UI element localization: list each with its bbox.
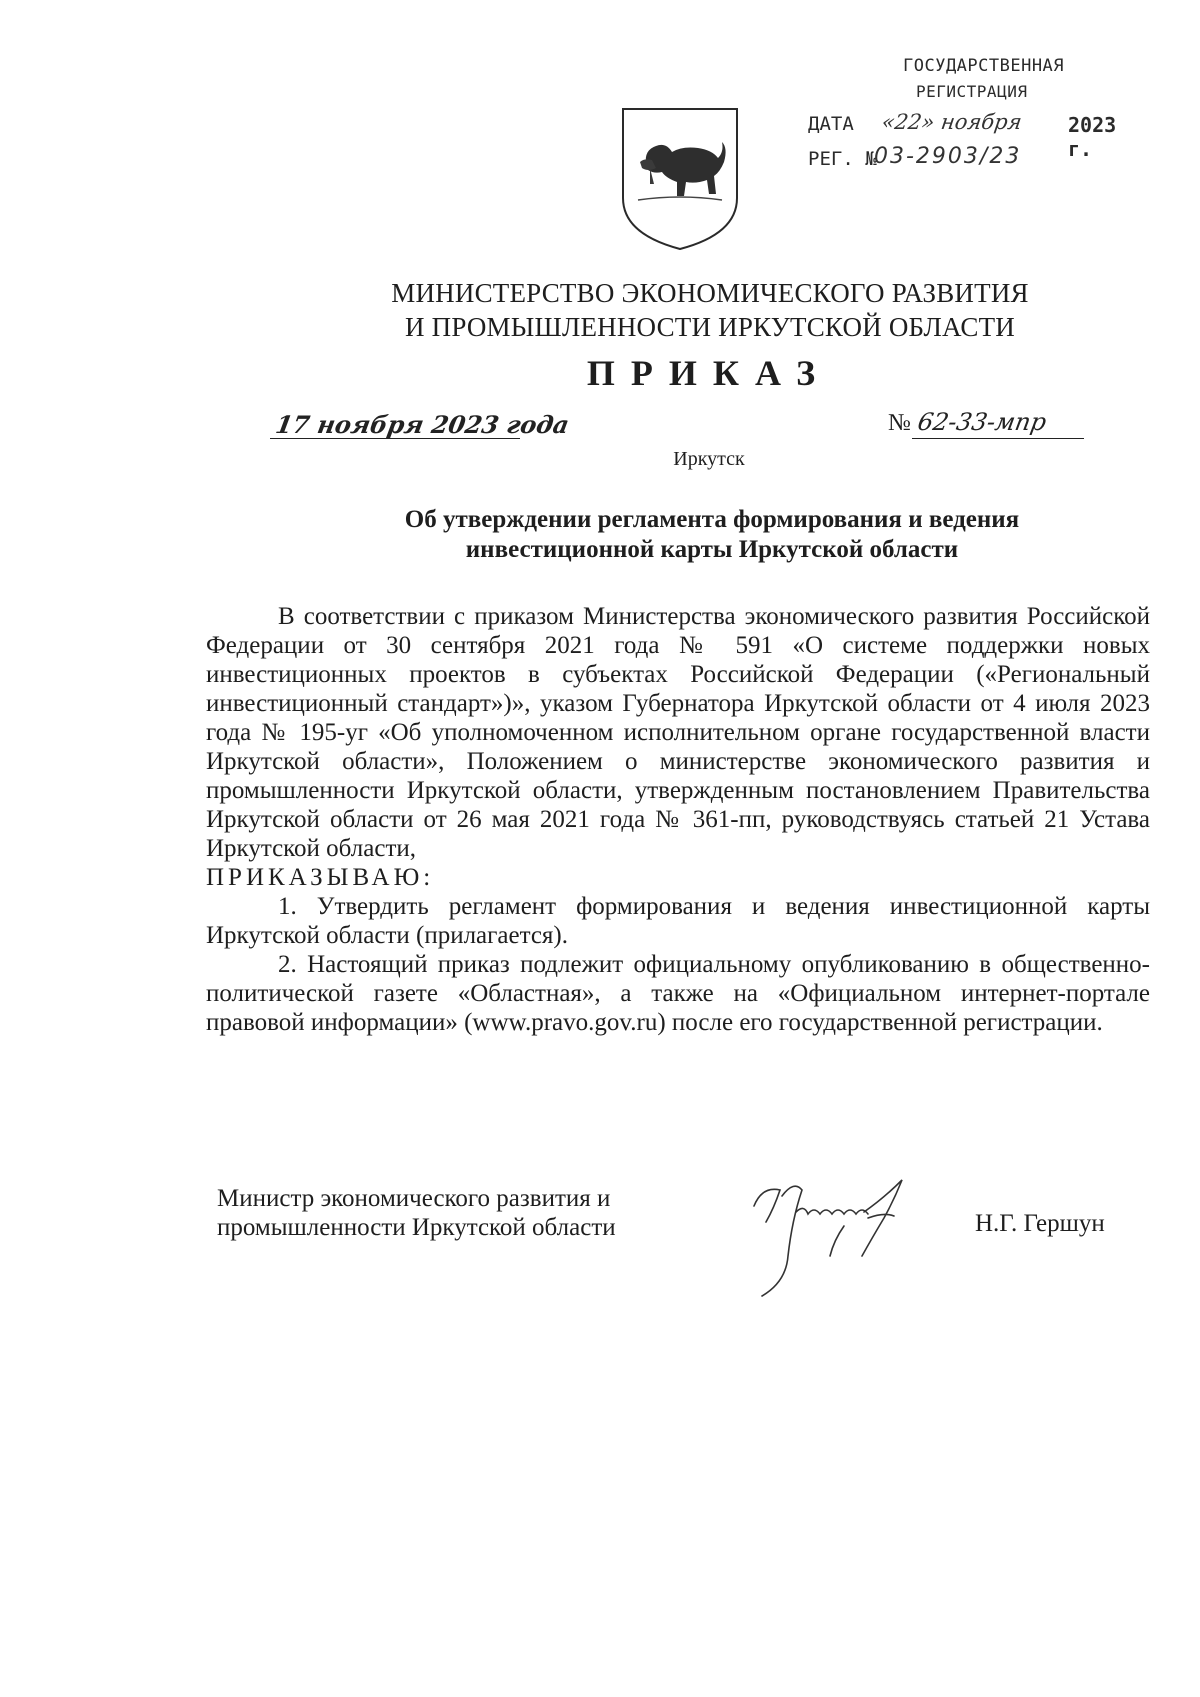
document-date: 17 ноября 2023 года: [273, 410, 572, 439]
registration-stamp: [808, 56, 1138, 170]
ministry-name-line2: И ПРОМЫШЛЕННОСТИ ИРКУТСКОЙ ОБЛАСТИ: [404, 312, 1016, 342]
stamp-year: 2023 г.: [1068, 113, 1117, 161]
stamp-date-label: ДАТА: [808, 113, 854, 135]
stamp-reg-label: РЕГ. №: [808, 148, 877, 170]
stamp-subtitle: РЕГИСТРАЦИЯ: [916, 82, 1028, 101]
document-heading: [0, 505, 1200, 565]
signer-position-line2: промышленности Иркутской области: [217, 1214, 616, 1241]
document-number-label: №: [888, 410, 911, 436]
heading-line2: инвестиционной карты Иркутской области: [465, 536, 959, 563]
irkutsk-coat-of-arms-icon: [620, 106, 740, 252]
date-underline: [270, 438, 520, 439]
ministry-name: [0, 276, 1200, 344]
handwritten-signature-icon: [744, 1160, 964, 1300]
number-underline: [912, 438, 1084, 439]
signer-position-line1: Министр экономического развития и: [217, 1185, 611, 1212]
preamble-paragraph: В соответствии с приказом Министерства экономического развития Российской Федерации от 30 сентября 2021 года № 591 «О системе поддержки новых инвестиционных проектов в субъектах Российской Федерации («Региональный инвестиционный стандарт»)», указом Губернатора Иркутской области от 4 июля 2023 года № 195-уг «Об уполномоченном исполнительном органе государственной власти Иркутской области», Положением о министерстве экономического развития и промышленности Иркутской области, утвержденным постановлением Правительства Иркутской области от 26 мая 2021 года № 361-пп, руководствуясь статьей 21 Устава Иркутской области,: [206, 603, 1150, 862]
signer-name: Н.Г. Гершун: [975, 1210, 1105, 1237]
order-item-2: 2. Настоящий приказ подлежит официальному опубликованию в общественно-политической газете «Областная», а также на «Официальном интернет-портале правовой информации» (www.pravo.gov.ru) после его государственной регистрации.: [206, 951, 1150, 1036]
document-number: 62-33-мпр: [915, 408, 1049, 436]
ministry-name-line1: МИНИСТЕРСТВО ЭКОНОМИЧЕСКОГО РАЗВИТИЯ: [391, 278, 1029, 308]
stamp-date-value: «22» ноября: [880, 110, 1024, 134]
stamp-reg-value: 03-2903/23: [874, 144, 1022, 169]
stamp-title: ГОСУДАРСТВЕННАЯ: [903, 56, 1065, 76]
order-item-1: 1. Утвердить регламент формирования и ведения инвестиционной карты Иркутской области (прилагается).: [206, 893, 1150, 949]
document-city: Иркутск: [673, 448, 745, 470]
order-word: ПРИКАЗЫВАЮ:: [206, 864, 435, 891]
document-body: [206, 602, 1150, 1037]
document-type-title: ПРИКАЗ: [586, 353, 832, 393]
heading-line1: Об утверждении регламента формирования и ведения: [404, 506, 1020, 533]
signer-position: [217, 1184, 616, 1242]
